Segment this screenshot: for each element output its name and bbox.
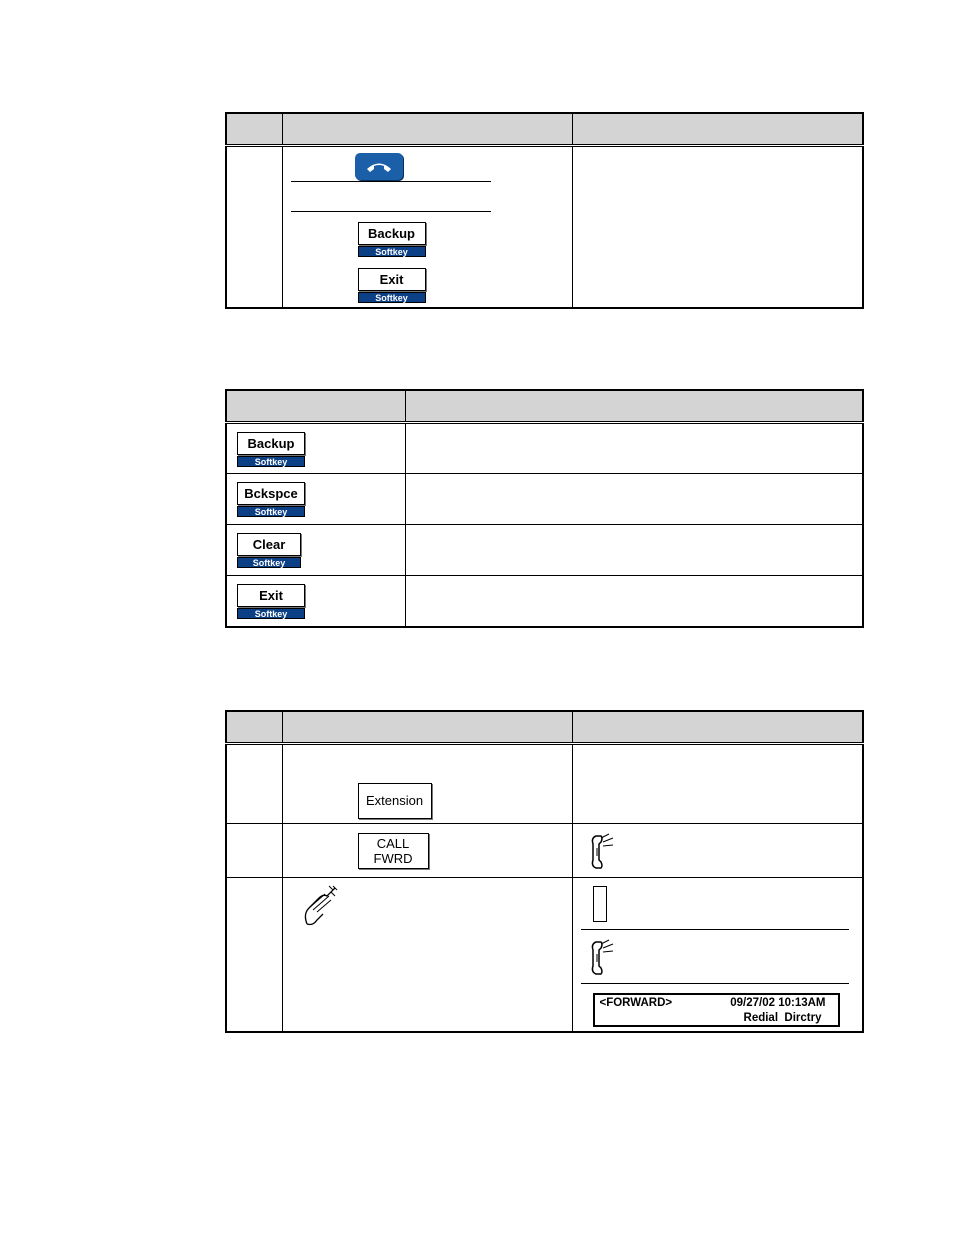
exit-key[interactable]: Exit	[358, 268, 426, 291]
step-cell	[226, 744, 282, 824]
softkey-cell	[226, 423, 405, 474]
call-fwrd-line2: FWRD	[373, 851, 413, 866]
divider	[581, 983, 849, 984]
extension-key[interactable]: Extension	[358, 783, 432, 819]
description-cell	[405, 423, 863, 474]
col-step-header	[226, 113, 282, 146]
softkey-label: Softkey	[358, 292, 426, 303]
col-softkey-header	[226, 390, 405, 423]
display-mode: <FORWARD>	[599, 997, 673, 1009]
clear-key[interactable]: Clear	[237, 533, 301, 556]
softkey-label: Softkey	[358, 246, 426, 257]
backup-key[interactable]: Backup	[358, 222, 426, 245]
divider	[581, 929, 849, 930]
display-datetime: 09/27/02 10:13AM	[730, 997, 826, 1009]
exit-key[interactable]: Exit	[237, 584, 305, 607]
procedure-table-2	[225, 710, 864, 1033]
divider	[291, 181, 491, 182]
phone-display-icon	[593, 886, 607, 922]
divider	[291, 211, 491, 212]
handset-lift-icon	[587, 830, 631, 874]
col-step-header	[226, 711, 282, 744]
step-cell	[226, 824, 282, 878]
action-cell	[282, 146, 572, 308]
col-action-header	[282, 113, 572, 146]
action-cell	[282, 878, 572, 1032]
hand-dial-icon	[299, 884, 341, 928]
softkey-table	[225, 389, 864, 628]
softkey-cell	[226, 576, 405, 627]
bckspce-key[interactable]: Bckspce	[237, 482, 305, 505]
col-result-header	[572, 711, 863, 744]
col-result-header	[572, 113, 863, 146]
softkey-label: Softkey	[237, 608, 305, 619]
result-cell	[572, 878, 863, 1032]
lcd-display	[593, 993, 840, 1027]
handset-lift-icon	[587, 936, 631, 980]
display-softkeys: Redial Dirctry	[743, 1012, 822, 1024]
description-cell	[405, 474, 863, 525]
col-action-header	[282, 711, 572, 744]
step-cell	[226, 146, 282, 308]
step-cell	[226, 878, 282, 1032]
result-cell	[572, 744, 863, 824]
call-fwrd-line1: CALL	[376, 836, 410, 851]
softkey-label: Softkey	[237, 557, 301, 568]
softkey-label: Softkey	[237, 506, 305, 517]
backup-key[interactable]: Backup	[237, 432, 305, 455]
result-cell	[572, 146, 863, 308]
description-cell	[405, 525, 863, 576]
procedure-table-1	[225, 112, 864, 309]
description-cell	[405, 576, 863, 627]
softkey-cell	[226, 525, 405, 576]
softkey-cell	[226, 474, 405, 525]
col-description-header	[405, 390, 863, 423]
action-cell	[282, 744, 572, 824]
call-fwrd-key[interactable]	[358, 833, 429, 869]
action-cell	[282, 824, 572, 878]
handset-hangup-icon[interactable]	[355, 153, 403, 180]
softkey-label: Softkey	[237, 456, 305, 467]
result-cell	[572, 824, 863, 878]
